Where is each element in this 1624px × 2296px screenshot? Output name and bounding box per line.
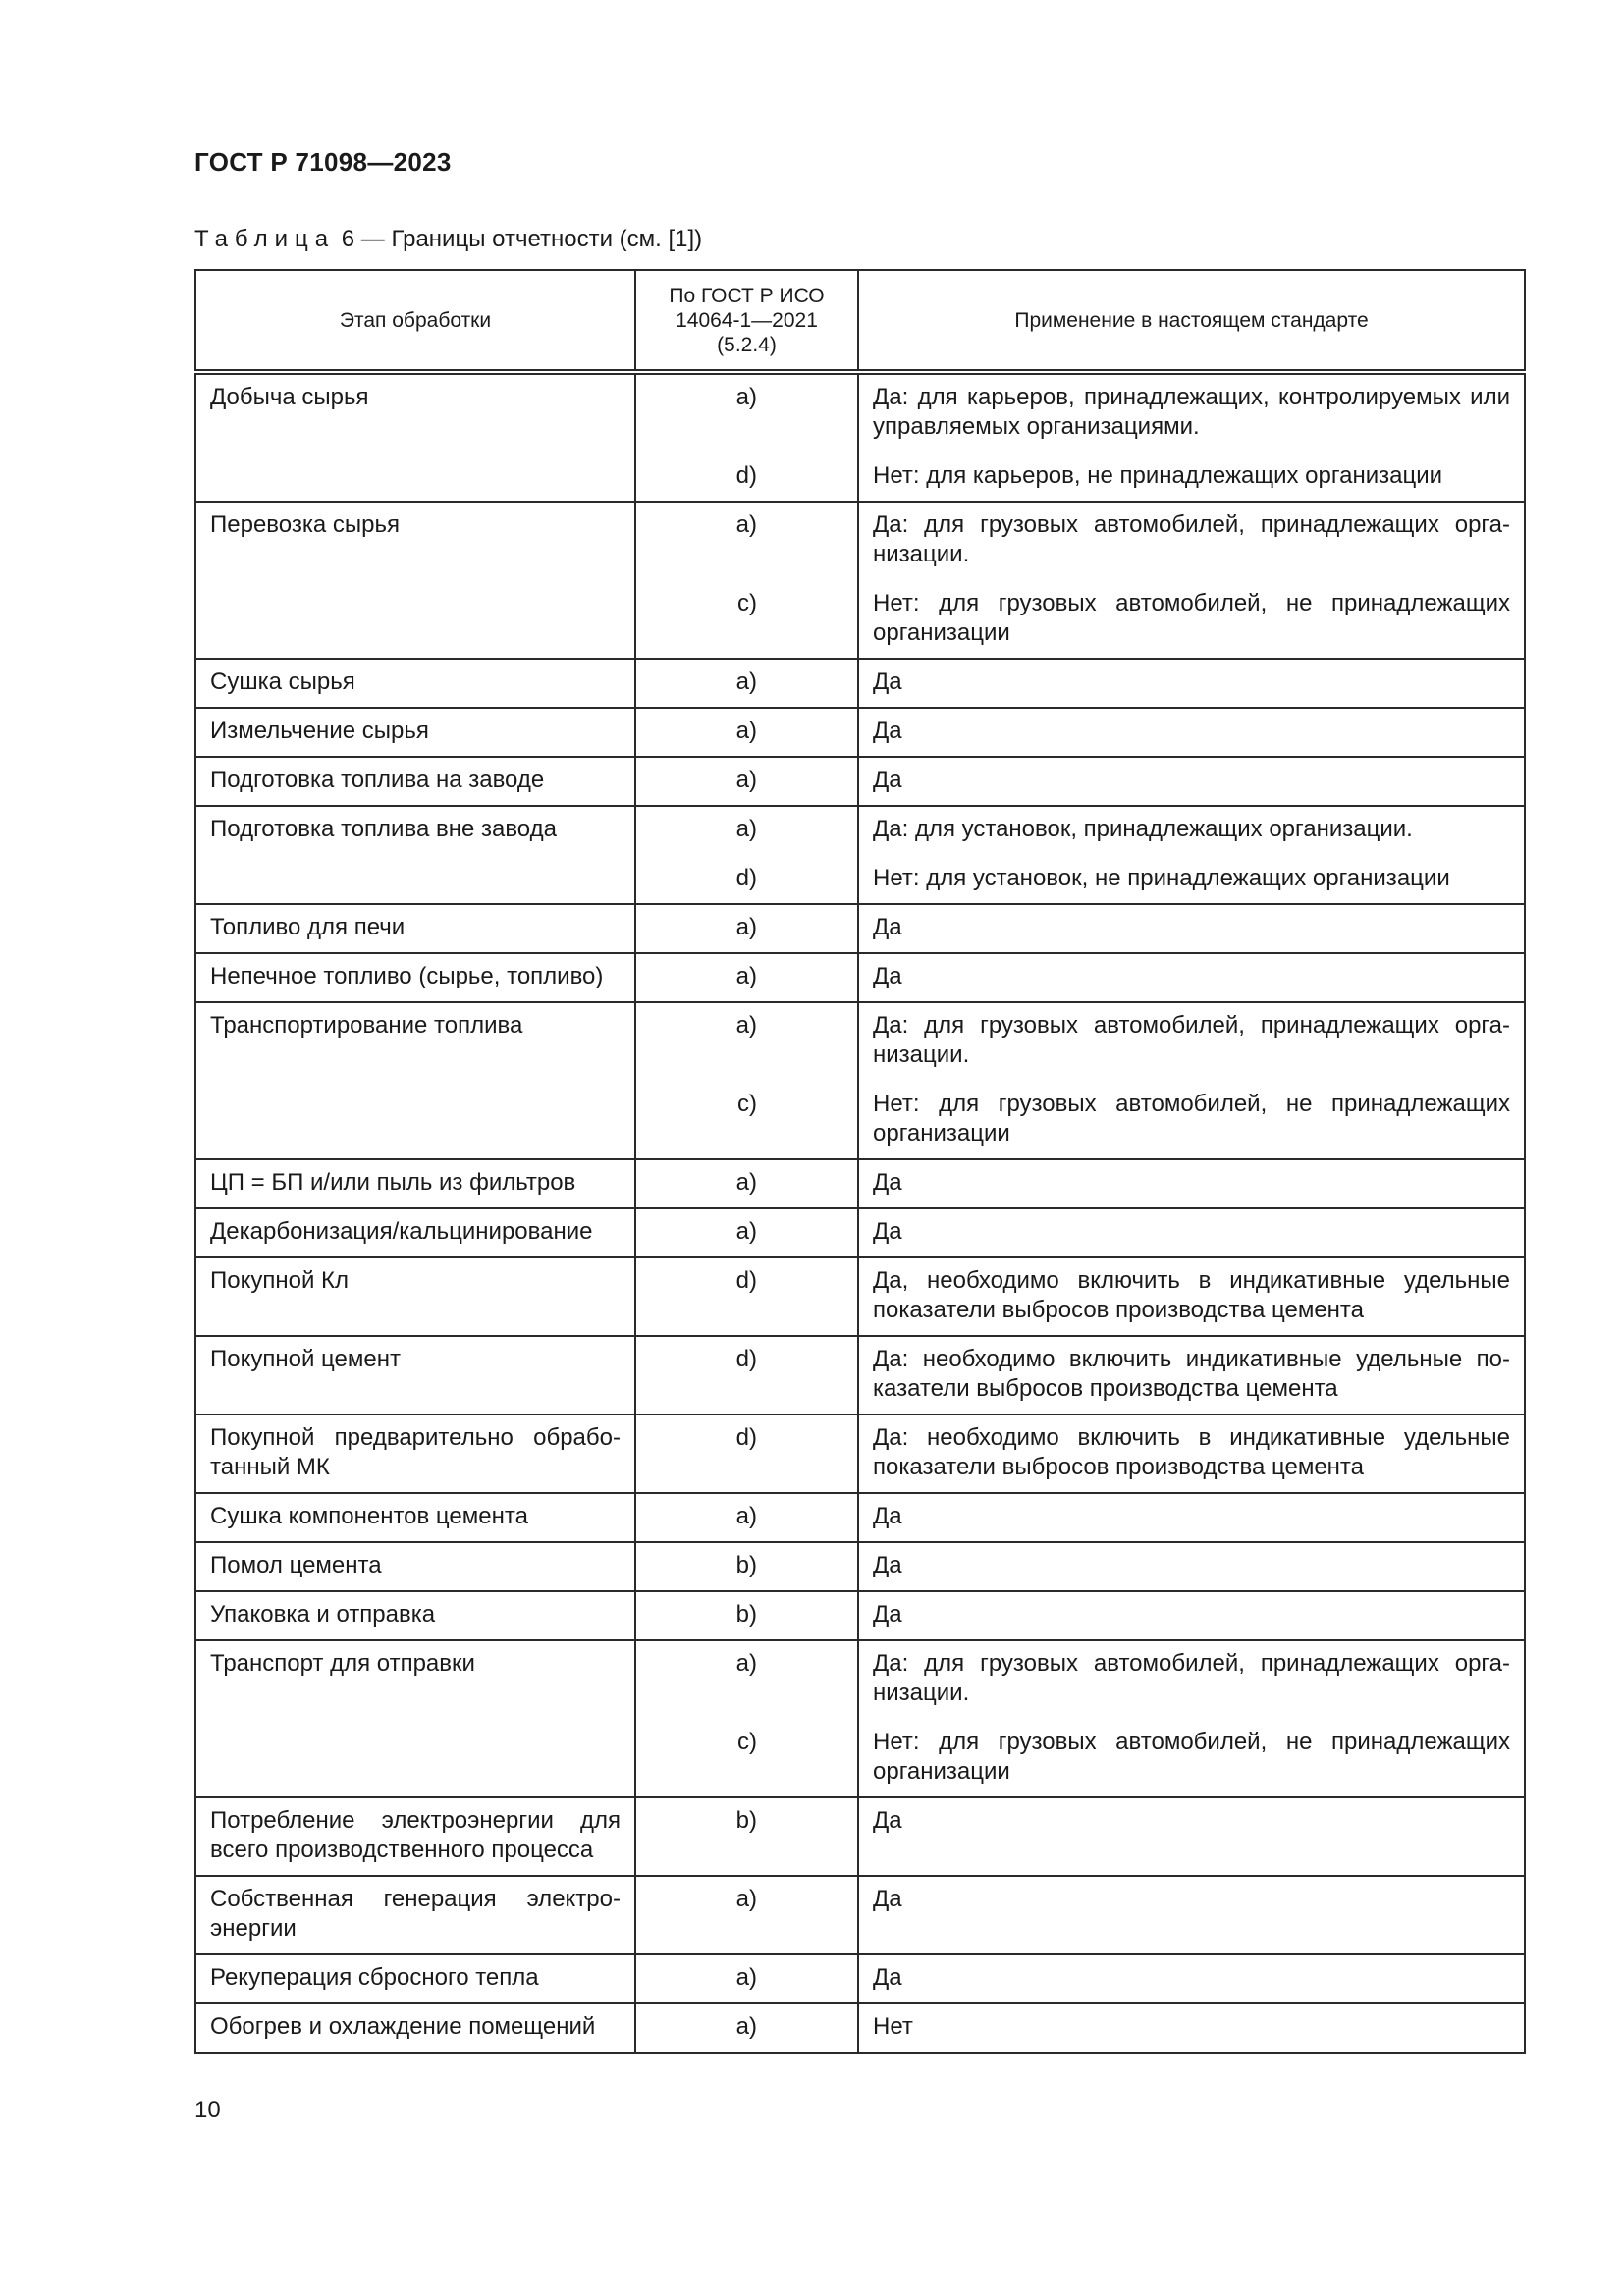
gost-ref-value: b): [735, 1552, 757, 1578]
gost-ref-value: a): [735, 767, 757, 793]
gost-ref-cell: [635, 1002, 858, 1159]
gost-ref-value: d): [735, 462, 757, 489]
application-cell: [858, 1002, 1525, 1159]
stage-cell: Измельчение сырья: [195, 708, 635, 757]
application-text: Да: для установок, принадлежащих организации.: [873, 816, 1413, 842]
gost-ref-value: a): [735, 511, 757, 538]
table-row: [195, 1336, 1525, 1415]
header-application: Применение в настоящем стандарте: [858, 270, 1525, 372]
application-cell: [858, 1415, 1525, 1493]
table-row: [195, 1797, 1525, 1876]
application-text: Нет: для грузовых автомобилей, не принадлежащих организации: [873, 1729, 1510, 1785]
gost-ref-value: b): [735, 1807, 757, 1834]
application-text: Да: [873, 1964, 902, 1991]
gost-ref-cell: [635, 1493, 858, 1542]
table-body: [195, 372, 1525, 2053]
stage-cell: Подготовка топлива на заводе: [195, 757, 635, 806]
table-row: [195, 904, 1525, 953]
gost-ref-cell: [635, 1257, 858, 1336]
application-cell: [858, 1797, 1525, 1876]
application-text: Нет: для грузовых автомобилей, не принадлежащих организации: [873, 1091, 1510, 1147]
gost-ref-cell: [635, 1159, 858, 1208]
application-cell: [858, 1640, 1525, 1797]
table-row: [195, 1002, 1525, 1159]
application-cell: [858, 806, 1525, 904]
stage-cell: Упаковка и отправка: [195, 1591, 635, 1640]
stage-cell: Транспорт для отправки: [195, 1640, 635, 1797]
gost-ref-value: c): [737, 1091, 757, 1117]
stage-cell: Непечное топливо (сырье, топливо): [195, 953, 635, 1002]
gost-ref-value: a): [735, 1012, 757, 1039]
table-row: [195, 1542, 1525, 1591]
application-text: Да: необходимо включить в индикативные удельные показатели выбросов производства цемента: [873, 1424, 1510, 1480]
application-cell: [858, 659, 1525, 708]
gost-ref-value: d): [735, 1267, 757, 1294]
gost-ref-cell: [635, 1797, 858, 1876]
table-row: [195, 1591, 1525, 1640]
page-number: 10: [194, 2097, 221, 2123]
stage-cell: Обогрев и охлаждение помещений: [195, 2003, 635, 2053]
application-text: Нет: [873, 2013, 913, 2040]
table-caption-title: 6 — Границы отчетности (см. [1]): [335, 226, 703, 252]
application-text: Да: для карьеров, принадлежащих, контролируемых или управляемых организациями.: [873, 384, 1510, 440]
application-text: Да: [873, 1503, 902, 1529]
application-cell: [858, 1493, 1525, 1542]
stage-cell: Покупной Кл: [195, 1257, 635, 1336]
application-cell: [858, 1336, 1525, 1415]
reporting-boundaries-table: [194, 269, 1526, 2054]
gost-ref-cell: [635, 904, 858, 953]
gost-ref-cell: [635, 757, 858, 806]
stage-cell: ЦП = БП и/или пыль из фильтров: [195, 1159, 635, 1208]
table-row: [195, 2003, 1525, 2053]
gost-ref-value: a): [735, 1503, 757, 1529]
gost-ref-cell: [635, 1954, 858, 2003]
application-text: Нет: для грузовых автомобилей, не принадлежащих организации: [873, 590, 1510, 646]
stage-cell: Собственная генерация электроэнергии: [195, 1876, 635, 1954]
application-cell: [858, 2003, 1525, 2053]
stage-cell: Декарбонизация/кальцинирование: [195, 1208, 635, 1257]
gost-ref-cell: [635, 1640, 858, 1797]
gost-ref-value: d): [735, 1346, 757, 1372]
application-cell: [858, 1257, 1525, 1336]
application-text: Да: необходимо включить индикативные удельные показатели выбросов производства цемента: [873, 1346, 1510, 1402]
gost-ref-cell: [635, 659, 858, 708]
table-row: [195, 1415, 1525, 1493]
application-text: Да: для грузовых автомобилей, принадлежащих организации.: [873, 511, 1510, 567]
gost-ref-value: d): [735, 1424, 757, 1451]
header-gost-ref: По ГОСТ Р ИСО 14064-1—2021 (5.2.4): [635, 270, 858, 372]
header-stage: Этап обработки: [195, 270, 635, 372]
application-cell: [858, 757, 1525, 806]
application-cell: [858, 953, 1525, 1002]
gost-ref-cell: [635, 806, 858, 904]
stage-cell: Помол цемента: [195, 1542, 635, 1591]
gost-ref-value: d): [735, 865, 757, 891]
gost-ref-value: a): [735, 963, 757, 989]
application-cell: [858, 372, 1525, 502]
gost-ref-cell: [635, 1591, 858, 1640]
stage-cell: Добыча сырья: [195, 372, 635, 502]
table-row: [195, 1257, 1525, 1336]
table-row: [195, 1159, 1525, 1208]
application-text: Да: [873, 668, 902, 695]
stage-cell: Покупной предварительно обработанный МК: [195, 1415, 635, 1493]
table-row: [195, 806, 1525, 904]
table-row: [195, 757, 1525, 806]
table-row: [195, 1640, 1525, 1797]
application-cell: [858, 1208, 1525, 1257]
application-text: Да: [873, 1886, 902, 1912]
stage-cell: Сушка сырья: [195, 659, 635, 708]
gost-ref-value: a): [735, 2013, 757, 2040]
application-text: Нет: для установок, не принадлежащих организации: [873, 865, 1450, 891]
application-cell: [858, 904, 1525, 953]
stage-cell: Транспортирование топлива: [195, 1002, 635, 1159]
gost-ref-cell: [635, 1876, 858, 1954]
application-text: Да: [873, 1601, 902, 1628]
stage-cell: Покупной цемент: [195, 1336, 635, 1415]
gost-ref-value: a): [735, 1169, 757, 1196]
application-cell: [858, 502, 1525, 659]
application-text: Да: для грузовых автомобилей, принадлежащих организации.: [873, 1650, 1510, 1706]
stage-cell: Топливо для печи: [195, 904, 635, 953]
gost-ref-value: a): [735, 914, 757, 940]
application-text: Да: [873, 1218, 902, 1245]
gost-ref-cell: [635, 1415, 858, 1493]
table-caption-label: Таблица: [194, 226, 336, 252]
application-cell: [858, 1591, 1525, 1640]
gost-ref-cell: [635, 708, 858, 757]
application-cell: [858, 1159, 1525, 1208]
application-text: Да: [873, 963, 902, 989]
document-header: ГОСТ Р 71098—2023: [194, 147, 452, 177]
table-row: [195, 1954, 1525, 2003]
gost-ref-value: c): [737, 590, 757, 616]
table-row: [195, 659, 1525, 708]
table-row: [195, 708, 1525, 757]
table-row: [195, 502, 1525, 659]
table-row: [195, 1493, 1525, 1542]
gost-ref-value: a): [735, 1650, 757, 1677]
application-text: Нет: для карьеров, не принадлежащих организации: [873, 462, 1443, 489]
application-text: Да: [873, 914, 902, 940]
table-row: [195, 1876, 1525, 1954]
gost-ref-value: b): [735, 1601, 757, 1628]
table-row: [195, 953, 1525, 1002]
gost-ref-value: a): [735, 1964, 757, 1991]
gost-ref-cell: [635, 2003, 858, 2053]
gost-ref-cell: [635, 1542, 858, 1591]
table-row: [195, 372, 1525, 502]
stage-cell: Перевозка сырья: [195, 502, 635, 659]
application-cell: [858, 1542, 1525, 1591]
table-header-row: [195, 270, 1525, 372]
gost-ref-cell: [635, 953, 858, 1002]
gost-ref-cell: [635, 502, 858, 659]
stage-cell: Подготовка топлива вне завода: [195, 806, 635, 904]
gost-ref-cell: [635, 1336, 858, 1415]
application-text: Да: [873, 1552, 902, 1578]
application-cell: [858, 1876, 1525, 1954]
gost-ref-value: a): [735, 816, 757, 842]
gost-ref-value: a): [735, 1886, 757, 1912]
stage-cell: Рекуперация сбросного тепла: [195, 1954, 635, 2003]
stage-cell: Потребление электроэнергии для всего производственного процесса: [195, 1797, 635, 1876]
application-text: Да: [873, 1169, 902, 1196]
gost-ref-cell: [635, 372, 858, 502]
application-cell: [858, 708, 1525, 757]
application-text: Да: [873, 1807, 902, 1834]
gost-ref-value: c): [737, 1729, 757, 1755]
gost-ref-value: a): [735, 384, 757, 410]
application-text: Да: [873, 767, 902, 793]
application-text: Да: [873, 718, 902, 744]
stage-cell: Сушка компонентов цемента: [195, 1493, 635, 1542]
application-cell: [858, 1954, 1525, 2003]
table-caption: [194, 226, 702, 253]
gost-ref-value: a): [735, 668, 757, 695]
application-text: Да, необходимо включить в индикативные удельные показатели выбросов производства цемента: [873, 1267, 1510, 1323]
gost-ref-cell: [635, 1208, 858, 1257]
gost-ref-value: a): [735, 1218, 757, 1245]
gost-ref-value: a): [735, 718, 757, 744]
application-text: Да: для грузовых автомобилей, принадлежащих организации.: [873, 1012, 1510, 1068]
table-row: [195, 1208, 1525, 1257]
